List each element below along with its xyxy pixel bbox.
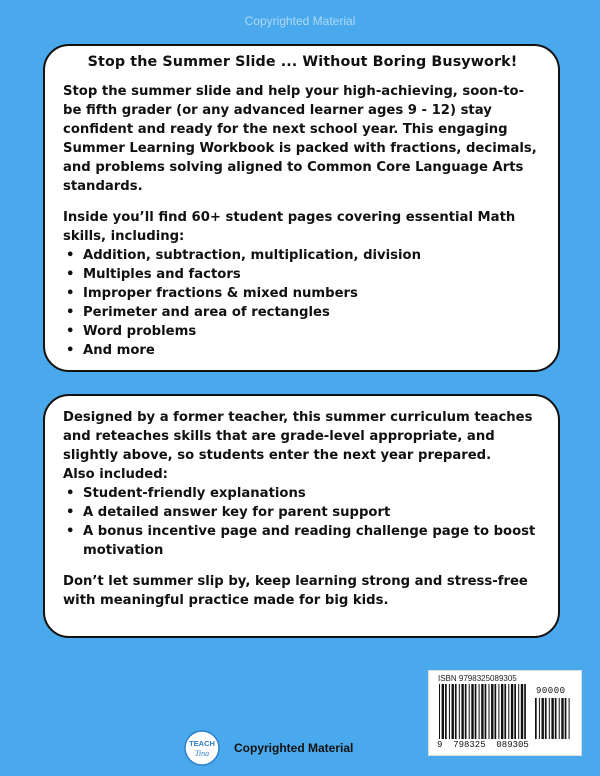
list-item: • Addition, subtraction, multiplication, division [83,246,542,265]
barcode-bar [459,684,460,739]
barcode-bar [442,684,444,739]
list-item: • And more [83,341,542,360]
barcode-bar [518,684,519,739]
list-item: • Multiples and factors [83,265,542,284]
inside-paragraph: Inside you’ll find 60+ student pages covering essential Math skills, including: [63,210,516,244]
list-item: • Improper fractions & mixed numbers [83,284,542,303]
list-item: • A detailed answer key for parent support [83,503,542,522]
list-item: • Word problems [83,322,542,341]
barcode-bar [539,698,540,739]
barcode-bar [545,698,547,739]
list-item: • Student-friendly explanations [83,484,542,503]
barcode-bar [549,698,550,739]
barcode-bar [461,684,463,739]
logo-line2: Tina [194,749,210,758]
barcode-bar [498,684,499,739]
barcode-bar [449,684,450,739]
barcode-bar [491,684,493,739]
barcode-bar [524,684,526,739]
barcode-bar [559,698,560,739]
barcode [428,670,582,756]
headline: Stop the Summer Slide ... Without Boring Busywork! [87,54,518,70]
barcode-bar [521,684,523,739]
barcode-bar [565,698,567,739]
isbn-label: ISBN 9798325089305 [438,674,517,683]
features-card [43,394,560,638]
list-item: • A bonus incentive page and reading challenge page to boost motivation [83,522,542,560]
barcode-bar [508,684,509,739]
watermark-top: Copyrighted Material [244,14,356,28]
barcode-bar [561,698,563,739]
designed-paragraph: Designed by a former teacher, this summer curriculum teaches and reteaches skills that are grade-level appropriate, and slightly above, so students enter the next year prepared. [63,410,533,463]
teach-tina-logo [184,730,220,766]
barcode-bar [452,684,454,739]
barcode-bar [511,684,513,739]
also-included-label: Also included: [63,467,168,482]
barcode-bar [551,698,553,739]
barcode-bar [514,684,516,739]
list-item: • Perimeter and area of rectangles [83,303,542,322]
barcode-bar [469,684,470,739]
barcode-bar [479,684,480,739]
barcode-bar [555,698,557,739]
price-code: 90000 [536,686,566,696]
barcode-bar [495,684,497,739]
barcode-bar [475,684,477,739]
skills-list [63,246,542,360]
watermark-bottom: Copyrighted Material [234,741,354,755]
barcode-bar [481,684,483,739]
extras-list [63,484,542,560]
barcode-bar [542,698,544,739]
intro-paragraph: Stop the summer slide and help your high-achieving, soon-to-be fifth grader (or any advanced learner ages 9 - 12) stay confident and ready for the next school year. This engaging Summer Learning Workbook is packed with fractions, decimals, and problems solving aligned to Common Core Language Arts standards. [63,84,537,194]
barcode-bar [445,684,447,739]
barcode-bar [501,684,503,739]
barcode-bar [465,684,467,739]
closing-paragraph: Don’t let summer slip by, keep learning strong and stress-free with meaningful practice made for big kids. [63,574,528,608]
barcode-digits: 9 798325 089305 [437,740,529,750]
description-card [43,44,560,372]
barcode-bar [471,684,473,739]
logo-line1: TEACH [189,739,215,748]
barcode-bar [455,684,457,739]
barcode-bar [489,684,490,739]
barcode-bar [504,684,506,739]
barcode-bar [485,684,487,739]
barcode-bar [439,684,440,739]
barcode-bar [535,698,537,739]
barcode-bar [569,698,570,739]
